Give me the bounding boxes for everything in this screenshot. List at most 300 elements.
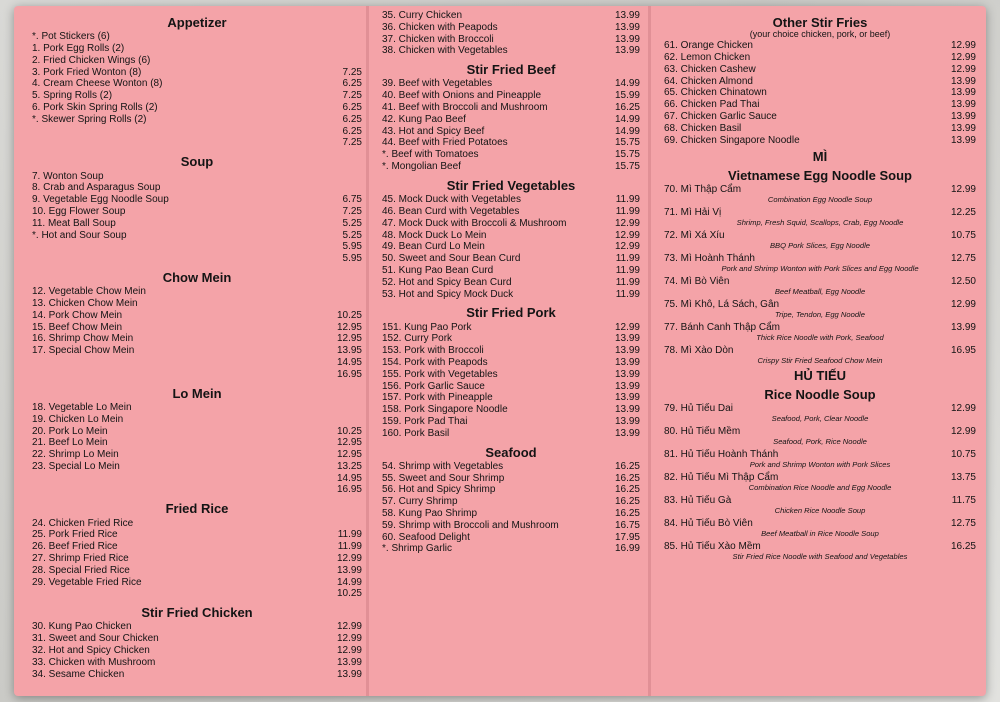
menu-item bbox=[32, 126, 362, 138]
menu-item bbox=[32, 565, 362, 577]
menu-item-name: 78. Mì Xào Dòn bbox=[664, 345, 734, 357]
menu-item bbox=[382, 357, 640, 369]
menu-item bbox=[32, 345, 362, 357]
menu-item-name: 82. Hủ Tiếu Mì Thập Cẩm bbox=[664, 472, 779, 484]
menu-item-name: 1. Pork Egg Rolls (2) bbox=[32, 43, 125, 55]
menu-item-price: 12.95 bbox=[336, 437, 362, 449]
menu-item-name: 160. Pork Basil bbox=[382, 427, 450, 439]
menu-item-price: 12.99 bbox=[950, 63, 976, 75]
menu-item-price: 14.99 bbox=[336, 576, 362, 588]
menu-item bbox=[32, 253, 362, 265]
menu-item-price: 11.99 bbox=[615, 276, 640, 288]
menu-item-price: 12.95 bbox=[336, 449, 362, 461]
menu-item-name bbox=[32, 473, 324, 485]
menu-item-name: 41. Beef with Broccoli and Mushroom bbox=[382, 102, 548, 114]
menu-item-name: 70. Mì Thập Cẩm bbox=[664, 184, 742, 196]
menu-item-price: 12.99 bbox=[336, 645, 362, 657]
menu-item-price: 12.75 bbox=[950, 253, 976, 265]
menu-item-price: 12.99 bbox=[950, 51, 976, 63]
menu-item-price: 16.95 bbox=[336, 368, 362, 380]
menu-item bbox=[32, 322, 362, 334]
menu-item-price: 13.99 bbox=[614, 10, 640, 21]
menu-item-name: 18. Vegetable Lo Mein bbox=[32, 401, 132, 413]
menu-item-name: *. Skewer Spring Rolls (2) bbox=[32, 113, 147, 125]
menu-item bbox=[664, 135, 976, 147]
menu-item-price: 13.99 bbox=[950, 322, 976, 334]
menu-item-price: 12.25 bbox=[950, 207, 976, 219]
menu-item bbox=[32, 645, 362, 657]
menu-item bbox=[382, 428, 640, 440]
menu-item bbox=[32, 588, 362, 600]
menu-item-price: 13.99 bbox=[950, 134, 976, 146]
menu-item-name: 34. Sesame Chicken bbox=[32, 668, 125, 680]
menu-item-name: 21. Beef Lo Mein bbox=[32, 437, 108, 449]
menu-item-price: 13.99 bbox=[950, 122, 976, 134]
menu-item bbox=[382, 241, 640, 253]
menu-item-name: 56. Hot and Spicy Shrimp bbox=[382, 484, 496, 496]
menu-item bbox=[664, 403, 976, 414]
menu-item bbox=[664, 541, 976, 552]
menu-item-description: Seafood, Pork, Clear Noodle bbox=[771, 414, 869, 424]
menu-item-price bbox=[324, 55, 362, 67]
menu-item bbox=[664, 111, 976, 123]
menu-item bbox=[32, 657, 362, 669]
section-title: Chow Mein bbox=[162, 269, 232, 285]
menu-item-name: 43. Hot and Spicy Beef bbox=[382, 125, 485, 137]
menu-item-price: 12.99 bbox=[336, 552, 362, 564]
menu-item-price: 12.95 bbox=[336, 333, 362, 345]
menu-item-name: 159. Pork Pad Thai bbox=[382, 416, 468, 427]
menu-item bbox=[664, 87, 976, 99]
menu-item-price: 16.25 bbox=[614, 102, 640, 114]
menu-item-price: 6.25 bbox=[342, 78, 362, 90]
menu-sheet bbox=[14, 6, 986, 696]
menu-item-name: *. Mongolian Beef bbox=[382, 161, 461, 173]
menu-item-price: 13.99 bbox=[614, 33, 640, 45]
menu-item-name: 158. Pork Singapore Noodle bbox=[382, 404, 508, 416]
menu-item-price: 16.25 bbox=[614, 472, 640, 484]
menu-item bbox=[32, 553, 362, 565]
menu-item-name: *. Beef with Tomatoes bbox=[382, 149, 479, 161]
menu-item-name: 50. Sweet and Sour Bean Curd bbox=[382, 253, 521, 265]
menu-item-name: 3. Pork Fried Wonton (8) bbox=[32, 66, 142, 78]
menu-item bbox=[664, 64, 976, 76]
menu-item bbox=[382, 520, 640, 532]
menu-item-price: 13.99 bbox=[950, 75, 976, 87]
menu-item bbox=[664, 99, 976, 111]
menu-item-price: 12.99 bbox=[614, 241, 640, 253]
menu-item bbox=[382, 161, 640, 173]
menu-item-price: 13.99 bbox=[336, 564, 362, 576]
menu-item-price: 16.99 bbox=[614, 543, 640, 555]
menu-item bbox=[664, 449, 976, 460]
menu-item bbox=[32, 241, 362, 253]
menu-item-name: 60. Seafood Delight bbox=[382, 531, 470, 543]
menu-item-price: 12.95 bbox=[336, 321, 362, 333]
menu-item bbox=[32, 78, 362, 90]
menu-item bbox=[382, 218, 640, 230]
menu-item-price: 13.99 bbox=[614, 416, 640, 427]
menu-item bbox=[32, 437, 362, 449]
menu-item-name: 77. Bánh Canh Thập Cẩm bbox=[664, 322, 781, 334]
menu-item bbox=[382, 114, 640, 126]
menu-item-name: 31. Sweet and Sour Chicken bbox=[32, 633, 159, 645]
menu-item-price: 13.99 bbox=[336, 656, 362, 668]
menu-item-price bbox=[324, 43, 362, 55]
menu-item bbox=[664, 299, 976, 310]
menu-item bbox=[32, 461, 362, 473]
menu-item bbox=[32, 369, 362, 381]
menu-item-name: 84. Hủ Tiếu Bò Viên bbox=[664, 518, 753, 530]
menu-item-name: 51. Kung Pao Bean Curd bbox=[382, 264, 494, 276]
menu-item-price: 14.99 bbox=[614, 113, 640, 125]
menu-item-name: 52. Hot and Spicy Bean Curd bbox=[382, 276, 512, 288]
menu-item-description: Combination Egg Noodle Soup bbox=[767, 195, 873, 205]
menu-item-price: 14.99 bbox=[614, 125, 640, 137]
menu-item-price: 16.25 bbox=[614, 460, 640, 472]
menu-item bbox=[32, 31, 362, 43]
menu-item-name: 71. Mì Hải Vị bbox=[664, 207, 722, 219]
menu-item-name: 154. Pork with Peapods bbox=[382, 357, 488, 369]
menu-item bbox=[32, 357, 362, 369]
menu-item bbox=[32, 518, 362, 530]
menu-item-name: 69. Chicken Singapore Noodle bbox=[664, 134, 800, 146]
menu-item-name: 48. Mock Duck Lo Mein bbox=[382, 229, 487, 241]
menu-item-price bbox=[324, 518, 362, 530]
section-subtitle: Vietnamese Egg Noodle Soup bbox=[728, 168, 912, 184]
menu-item bbox=[32, 182, 362, 194]
menu-item-price: 13.75 bbox=[950, 472, 976, 484]
menu-item-price: 14.99 bbox=[614, 78, 640, 90]
menu-item-price: 6.75 bbox=[342, 194, 362, 206]
menu-item bbox=[664, 76, 976, 88]
menu-item-name: 45. Mock Duck with Vegetables bbox=[382, 194, 521, 206]
menu-item bbox=[664, 230, 976, 241]
menu-item bbox=[32, 171, 362, 183]
menu-item-price bbox=[324, 414, 362, 426]
menu-item-name: 17. Special Chow Mein bbox=[32, 345, 135, 357]
menu-item-price: 13.99 bbox=[950, 87, 976, 99]
menu-item-price: 7.25 bbox=[342, 66, 362, 78]
section-subtitle: (your choice chicken, pork, or beef) bbox=[749, 29, 891, 40]
menu-item-price: 12.99 bbox=[950, 40, 976, 52]
menu-item-name: 39. Beef with Vegetables bbox=[382, 78, 493, 90]
menu-item-name: *. Shrimp Garlic bbox=[382, 543, 453, 555]
menu-item-price bbox=[324, 171, 362, 183]
menu-item-description: Beef Meatball in Rice Noodle Soup bbox=[761, 529, 879, 539]
menu-item-description: Seafood, Pork, Rice Noodle bbox=[773, 437, 867, 447]
menu-item-price: 10.25 bbox=[336, 425, 362, 437]
menu-item-name: 24. Chicken Fried Rice bbox=[32, 517, 134, 529]
menu-item-description: Beef Meatball, Egg Noodle bbox=[774, 287, 866, 297]
menu-item bbox=[382, 194, 640, 206]
menu-item-name: 151. Kung Pao Pork bbox=[382, 321, 472, 333]
menu-item-price: 11.99 bbox=[337, 529, 362, 541]
section-title: Other Stir Fries bbox=[772, 15, 868, 30]
menu-item-price: 13.99 bbox=[950, 99, 976, 111]
menu-item-name: 14. Pork Chow Mein bbox=[32, 309, 123, 321]
menu-item bbox=[32, 218, 362, 230]
menu-item-price: 6.25 bbox=[342, 113, 362, 125]
menu-item-price: 13.99 bbox=[614, 404, 640, 416]
menu-item-price bbox=[324, 182, 362, 194]
menu-item-name: 75. Mì Khô, Lá Sách, Gân bbox=[664, 299, 780, 311]
menu-item-price: 13.99 bbox=[614, 345, 640, 357]
menu-item-price: 11.99 bbox=[337, 541, 362, 553]
menu-item-price: 13.99 bbox=[614, 45, 640, 57]
menu-item-price: 11.99 bbox=[615, 194, 640, 206]
menu-item-name: 37. Chicken with Broccoli bbox=[382, 33, 494, 45]
menu-item-description: Pork and Shrimp Wonton with Pork Slices and Egg Noodle bbox=[721, 264, 919, 274]
menu-item-description: BBQ Pork Slices, Egg Noodle bbox=[769, 241, 871, 251]
menu-item-description: Crispy Stir Fried Seafood Chow Mein bbox=[757, 356, 883, 366]
menu-item-name: 23. Special Lo Mein bbox=[32, 460, 120, 472]
menu-item-price: 6.25 bbox=[342, 102, 362, 114]
menu-item-name bbox=[32, 253, 324, 265]
menu-item bbox=[32, 206, 362, 218]
menu-item bbox=[32, 402, 362, 414]
menu-item-name: 19. Chicken Lo Mein bbox=[32, 413, 124, 425]
menu-item-name: 26. Beef Fried Rice bbox=[32, 541, 118, 553]
menu-item-name: 79. Hủ Tiếu Dai bbox=[664, 403, 733, 415]
menu-item-price: 14.95 bbox=[336, 357, 362, 369]
menu-item bbox=[32, 633, 362, 645]
menu-item-price: 10.25 bbox=[336, 588, 362, 600]
menu-item bbox=[664, 345, 976, 356]
menu-item bbox=[382, 404, 640, 416]
menu-item-name: 15. Beef Chow Mein bbox=[32, 321, 123, 333]
menu-item bbox=[382, 10, 640, 22]
menu-item-price: 12.99 bbox=[950, 184, 976, 196]
menu-item bbox=[382, 78, 640, 90]
menu-item bbox=[382, 22, 640, 34]
menu-item-name bbox=[32, 357, 324, 369]
menu-item-price: 13.25 bbox=[336, 460, 362, 472]
menu-item-price: 13.99 bbox=[336, 668, 362, 680]
section-title: Lo Mein bbox=[172, 385, 222, 401]
menu-item bbox=[382, 322, 640, 334]
menu-item-name: 22. Shrimp Lo Mein bbox=[32, 449, 119, 461]
menu-item-price: 13.99 bbox=[614, 333, 640, 345]
menu-item bbox=[664, 495, 976, 506]
menu-item-name: 16. Shrimp Chow Mein bbox=[32, 333, 134, 345]
menu-item-price: 12.99 bbox=[614, 229, 640, 241]
menu-item-price: 16.25 bbox=[614, 496, 640, 508]
menu-item bbox=[32, 541, 362, 553]
menu-item bbox=[382, 543, 640, 555]
menu-item-price: 7.25 bbox=[342, 90, 362, 102]
menu-item-name: 80. Hủ Tiếu Mềm bbox=[664, 426, 741, 438]
menu-item-price: 16.95 bbox=[336, 484, 362, 496]
menu-item bbox=[32, 529, 362, 541]
menu-item-name: 72. Mì Xá Xíu bbox=[664, 230, 725, 242]
menu-item-price: 13.99 bbox=[614, 357, 640, 369]
menu-item bbox=[32, 310, 362, 322]
menu-item bbox=[32, 55, 362, 67]
menu-item bbox=[32, 90, 362, 102]
menu-item bbox=[382, 45, 640, 57]
section-title: Seafood bbox=[485, 444, 537, 460]
menu-item-name: 156. Pork Garlic Sauce bbox=[382, 380, 485, 392]
menu-item-name: 20. Pork Lo Mein bbox=[32, 425, 108, 437]
menu-item bbox=[382, 333, 640, 345]
menu-item-price: 12.99 bbox=[614, 217, 640, 229]
menu-item bbox=[664, 276, 976, 287]
menu-item bbox=[382, 265, 640, 277]
menu-item-price: 11.99 bbox=[615, 264, 640, 276]
menu-item-name: 27. Shrimp Fried Rice bbox=[32, 552, 129, 564]
menu-item-name: 32. Hot and Spicy Chicken bbox=[32, 645, 150, 657]
menu-item bbox=[32, 484, 362, 496]
menu-item-price: 5.95 bbox=[342, 253, 362, 265]
menu-item bbox=[32, 286, 362, 298]
menu-item-price: 11.99 bbox=[615, 205, 640, 217]
menu-item bbox=[32, 333, 362, 345]
menu-item-name: 61. Orange Chicken bbox=[664, 40, 753, 52]
menu-item-description: Thick Rice Noodle with Pork, Seafood bbox=[756, 333, 884, 343]
menu-item bbox=[32, 473, 362, 485]
menu-item bbox=[32, 414, 362, 426]
menu-item-description: Tripe, Tendon, Egg Noodle bbox=[775, 310, 865, 320]
menu-item bbox=[382, 289, 640, 301]
menu-item-name: 4. Cream Cheese Wonton (8) bbox=[32, 78, 163, 90]
menu-item-description: Pork and Shrimp Wonton with Pork Slices bbox=[749, 460, 891, 470]
menu-item-name: 12. Vegetable Chow Mein bbox=[32, 286, 146, 298]
menu-item bbox=[664, 472, 976, 483]
section-subtitle: Rice Noodle Soup bbox=[764, 387, 876, 403]
menu-item-description: Shrimp, Fresh Squid, Scallops, Crab, Egg Noodle bbox=[736, 218, 904, 228]
menu-item-price: 16.25 bbox=[614, 484, 640, 496]
menu-item bbox=[32, 137, 362, 149]
fold-line bbox=[366, 6, 369, 696]
menu-item-name: 155. Pork with Vegetables bbox=[382, 368, 498, 380]
menu-item-price: 16.25 bbox=[950, 541, 976, 553]
menu-item-name bbox=[32, 484, 324, 496]
menu-item-name: 2. Fried Chicken Wings (6) bbox=[32, 54, 151, 66]
menu-item-name: 25. Pork Fried Rice bbox=[32, 529, 118, 541]
menu-item-name: 64. Chicken Almond bbox=[664, 75, 753, 87]
section-title: Stir Fried Pork bbox=[466, 305, 556, 321]
menu-item bbox=[32, 43, 362, 55]
menu-item-price: 15.75 bbox=[614, 149, 640, 161]
menu-item-price: 10.75 bbox=[950, 449, 976, 461]
section-title: MÌ bbox=[812, 149, 828, 165]
menu-item bbox=[382, 126, 640, 138]
menu-item bbox=[32, 298, 362, 310]
menu-item-name bbox=[32, 588, 324, 600]
menu-item-name: 62. Lemon Chicken bbox=[664, 51, 751, 63]
menu-item-name: 81. Hủ Tiếu Hoành Thánh bbox=[664, 449, 779, 461]
menu-item-price bbox=[324, 31, 362, 43]
menu-item-price bbox=[324, 298, 362, 310]
menu-item-name: 11. Meat Ball Soup bbox=[32, 217, 116, 229]
menu-item bbox=[32, 669, 362, 681]
menu-item-name: 57. Curry Shrimp bbox=[382, 496, 458, 508]
menu-item bbox=[664, 207, 976, 218]
menu-item bbox=[382, 461, 640, 473]
menu-item bbox=[382, 34, 640, 46]
menu-item-price: 12.99 bbox=[336, 633, 362, 645]
menu-item-price: 11.99 bbox=[615, 288, 640, 300]
menu-item-name: 58. Kung Pao Shrimp bbox=[382, 508, 478, 520]
menu-item-price: 12.99 bbox=[950, 403, 976, 415]
menu-item-name: 29. Vegetable Fried Rice bbox=[32, 576, 142, 588]
menu-item-name: 5. Spring Rolls (2) bbox=[32, 90, 113, 102]
menu-item-name: 55. Sweet and Sour Shrimp bbox=[382, 472, 505, 484]
menu-item-price: 5.95 bbox=[342, 241, 362, 253]
menu-item-price bbox=[324, 402, 362, 414]
menu-item bbox=[664, 184, 976, 195]
menu-item bbox=[664, 322, 976, 333]
menu-item-name: 67. Chicken Garlic Sauce bbox=[664, 110, 777, 122]
menu-item-name: 54. Shrimp with Vegetables bbox=[382, 460, 504, 472]
menu-item-price: 10.75 bbox=[950, 230, 976, 242]
menu-item-price: 13.99 bbox=[614, 380, 640, 392]
menu-item bbox=[382, 345, 640, 357]
menu-item-price: 13.99 bbox=[614, 21, 640, 33]
menu-item-price: 12.99 bbox=[950, 426, 976, 438]
menu-item bbox=[664, 40, 976, 52]
menu-item-name: 46. Bean Curd with Vegetables bbox=[382, 205, 520, 217]
menu-item-price: 13.99 bbox=[950, 110, 976, 122]
menu-column-3 bbox=[664, 6, 976, 696]
menu-item-price: 12.99 bbox=[614, 321, 640, 333]
menu-item-name: 68. Chicken Basil bbox=[664, 122, 742, 134]
menu-item bbox=[664, 123, 976, 135]
menu-item-name: 10. Egg Flower Soup bbox=[32, 205, 126, 217]
menu-item-name: 152. Curry Pork bbox=[382, 333, 453, 345]
menu-item-price: 16.25 bbox=[614, 508, 640, 520]
menu-item bbox=[382, 253, 640, 265]
menu-item bbox=[664, 253, 976, 264]
menu-item-price: 17.95 bbox=[614, 531, 640, 543]
menu-item-name: 74. Mì Bò Viên bbox=[664, 276, 730, 288]
menu-item-price: 11.75 bbox=[951, 495, 976, 507]
menu-item-name bbox=[32, 126, 324, 138]
menu-item-price: 13.99 bbox=[614, 392, 640, 404]
menu-item-price: 11.99 bbox=[615, 253, 640, 265]
menu-item-price: 13.95 bbox=[336, 345, 362, 357]
menu-item-name: 42. Kung Pao Beef bbox=[382, 113, 466, 125]
menu-item bbox=[664, 52, 976, 64]
section-title: Stir Fried Chicken bbox=[141, 605, 253, 621]
menu-item-name: 30. Kung Pao Chicken bbox=[32, 621, 132, 633]
menu-item-name: 63. Chicken Cashew bbox=[664, 63, 756, 75]
menu-item bbox=[32, 114, 362, 126]
menu-item bbox=[382, 416, 640, 428]
menu-item-price: 7.25 bbox=[342, 205, 362, 217]
menu-item-name bbox=[32, 241, 324, 253]
menu-item-name: 35. Curry Chicken bbox=[382, 10, 463, 21]
menu-item-price: 12.99 bbox=[950, 299, 976, 311]
menu-item bbox=[382, 508, 640, 520]
menu-item-name: 7. Wonton Soup bbox=[32, 170, 104, 182]
menu-item-price: 12.50 bbox=[950, 276, 976, 288]
menu-item-price: 10.25 bbox=[336, 309, 362, 321]
menu-item-price: 16.75 bbox=[614, 519, 640, 531]
menu-item bbox=[382, 484, 640, 496]
menu-item bbox=[382, 206, 640, 218]
menu-item-price: 7.25 bbox=[342, 137, 362, 149]
menu-item bbox=[32, 102, 362, 114]
menu-item-name: 36. Chicken with Peapods bbox=[382, 21, 498, 33]
section-title: Soup bbox=[180, 154, 214, 170]
menu-item bbox=[382, 102, 640, 114]
menu-item bbox=[664, 518, 976, 529]
menu-item-name: 157. Pork with Pineapple bbox=[382, 392, 493, 404]
menu-item-price: 12.75 bbox=[950, 518, 976, 530]
menu-item bbox=[32, 577, 362, 589]
